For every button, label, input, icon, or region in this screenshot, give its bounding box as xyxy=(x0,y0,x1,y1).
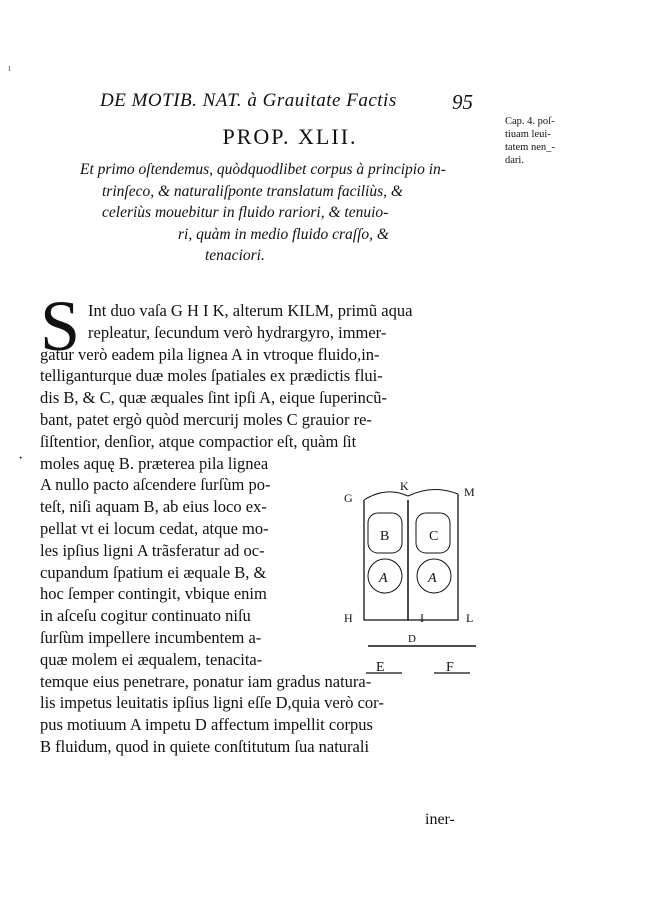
statement-line: tenaciori. xyxy=(205,247,265,264)
statement-line: Et primo oſtendemus, quòdquodlibet corpus à principio in- xyxy=(80,161,446,178)
label-c: C xyxy=(429,529,439,544)
label-l: L xyxy=(466,611,474,625)
label-m: M xyxy=(464,485,475,499)
catch-word: iner- xyxy=(425,811,455,828)
text-line: teſt, niſi aquam B, ab eius loco ex- xyxy=(40,497,267,517)
label-f: F xyxy=(446,660,454,675)
text-line: Int duo vaſa G H I K, alterum KILM, primũ aqua xyxy=(88,301,413,320)
text-line: ſiſtentior, denſior, atque compactior eſt, quàm ſit xyxy=(40,431,357,451)
text-line: gatur verò eadem pila lignea A in vtroque fluido,in- xyxy=(40,344,380,364)
label-g: G xyxy=(344,491,353,505)
vessel-top xyxy=(364,489,458,500)
label-e: E xyxy=(376,660,385,675)
label-k: K xyxy=(400,479,409,493)
page-number: 95 xyxy=(452,90,473,114)
text-line: lis impetus leuitatis ipſius ligni eſſe D,quia verò cor- xyxy=(40,693,384,713)
text-line: les ipſius ligni A trãsferatur ad oc- xyxy=(40,540,265,560)
vessel-left xyxy=(364,500,408,620)
label-a-right: A xyxy=(428,571,437,586)
text-line: cupandum ſpatium ei æquale B, & xyxy=(40,562,267,582)
label-b: B xyxy=(380,529,390,544)
label-d: D xyxy=(408,633,416,645)
text-line: B fluidum, quod in quiete conſtitutum ſua naturali xyxy=(40,736,370,756)
drop-initial: S xyxy=(40,286,81,366)
text-line: temque eius penetrare, ponatur iam gradus natura- xyxy=(40,671,372,691)
statement-line: ri, quàm in medio fluido craſſo, & xyxy=(178,225,389,243)
text-line: ſurſùm impellere incumbentem a- xyxy=(40,627,262,647)
margin-note-line: tiuam leui- xyxy=(505,129,551,140)
text-line: pus motiuum A impetu D affectum impellit corpus xyxy=(40,715,373,735)
edge-mark: ı xyxy=(8,62,12,74)
margin-dot: · xyxy=(18,450,24,467)
label-h: H xyxy=(344,611,353,625)
text-line: bant, patet ergò quòd mercurij moles C grauior re- xyxy=(40,409,372,429)
vessel-figure xyxy=(340,478,490,698)
text-line: quæ molem ei æqualem, tenacita- xyxy=(40,649,263,669)
text-line: hoc ſemper contingit, vbique enim xyxy=(40,584,267,604)
running-head: DE MOTIB. NAT. à Grauitate Factis xyxy=(100,90,397,111)
text-line: dis B, & C, quæ æquales ſint ipſi A, eique ſuperincũ- xyxy=(40,388,387,408)
label-i: I xyxy=(420,611,424,625)
proposition-title: PROP. XLII. xyxy=(222,124,358,149)
statement-line: celeriùs mouebitur in fluido rariori, & tenuio- xyxy=(102,204,389,221)
text-line: A nullo pacto aſcendere ſurſùm po- xyxy=(40,475,271,495)
proposition-statement xyxy=(80,159,490,267)
text-line: telliganturque duæ moles ſpatiales ex prædictis flui- xyxy=(40,366,383,386)
text-line: moles aquę B. præterea pila lignea xyxy=(40,453,269,473)
margin-note-line: dari. xyxy=(505,155,524,166)
label-a-left: A xyxy=(379,571,388,586)
margin-note-line: tatem nen_- xyxy=(505,142,555,153)
text-line: repleatur, ſecundum verò hydrargyro, immer- xyxy=(88,322,387,342)
margin-note xyxy=(505,115,569,167)
text-line: in aſceſu cogitur continuato niſu xyxy=(40,606,251,626)
margin-note-line: Cap. 4. poſ- xyxy=(505,116,555,127)
statement-line: trinſeco, & naturaliſponte translatum faciliùs, & xyxy=(102,182,403,200)
text-line: pellat vt ei locum cedat, atque mo- xyxy=(40,518,269,538)
